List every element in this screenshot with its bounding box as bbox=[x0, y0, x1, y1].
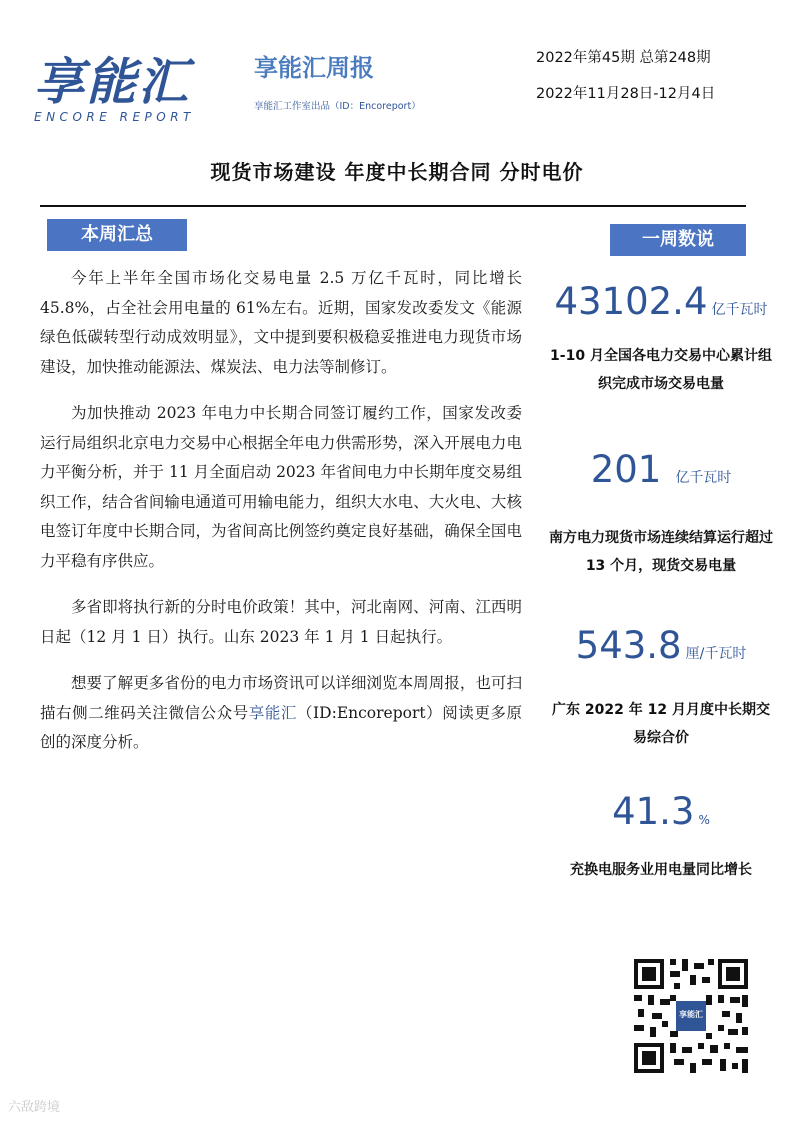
stat-value: 543.8 bbox=[575, 624, 682, 667]
stat-figure bbox=[548, 448, 774, 491]
stat-unit: 亿千瓦时 bbox=[675, 470, 732, 486]
stat-unit: 亿千瓦时 bbox=[711, 302, 768, 318]
stat-value: 201 bbox=[590, 448, 662, 491]
logo-wordmark: 享能汇 bbox=[34, 53, 190, 111]
qr-center-logo: 享能汇 bbox=[679, 1010, 703, 1019]
issue-date-range: 2022年11月28日-12月4日 bbox=[536, 86, 716, 102]
wechat-account-link[interactable]: 享能汇 bbox=[248, 703, 297, 722]
stat-unit: % bbox=[698, 813, 710, 827]
summary-body bbox=[40, 264, 522, 775]
stat-figure bbox=[548, 624, 774, 667]
page-headline: 现货市场建设 年度中长期合同 分时电价 bbox=[210, 160, 584, 184]
section-label-weekly-data: 一周数说 bbox=[610, 224, 746, 256]
summary-paragraph: 今年上半年全国市场化交易电量 2.5 万亿千瓦时，同比增长 45.8%，占全社会用电量的 61%左右。近期，国家发改委发文《能源绿色低碳转型行动成效明显》，文中提到要积极稳妥推进电力现货市场建设，加快推动能源法、煤炭法、电力法等制修订。 bbox=[40, 269, 522, 376]
report-publisher: 享能汇工作室出品（ID：Encoreport） bbox=[254, 101, 421, 112]
brand-logo bbox=[34, 53, 219, 128]
summary-paragraph: 多省即将执行新的分时电价政策！其中，河北南网、河南、江西明日起（12 月 1 日）执行。山东 2023 年 1 月 1 日起执行。 bbox=[40, 598, 522, 646]
stat-unit: 厘/千瓦时 bbox=[685, 646, 747, 662]
stat-description: 广东 2022 年 12 月月度中长期交易综合价 bbox=[552, 702, 770, 746]
stat-description: 充换电服务业用电量同比增长 bbox=[570, 862, 752, 878]
issue-number: 2022年第45期 总第248期 bbox=[536, 50, 711, 66]
section-label-summary: 本周汇总 bbox=[47, 219, 187, 251]
summary-paragraph-closing bbox=[40, 669, 522, 758]
stat-figure bbox=[548, 280, 774, 323]
stat-value: 41.3 bbox=[612, 790, 695, 833]
stat-description: 1-10 月全国各电力交易中心累计组织完成市场交易电量 bbox=[550, 348, 772, 392]
logo-tagline: ENCORE REPORT bbox=[34, 110, 195, 124]
stat-description: 南方电力现货市场连续结算运行超过 13 个月，现货交易电量 bbox=[549, 530, 773, 574]
summary-paragraph: 为加快推动 2023 年电力中长期合同签订履约工作，国家发改委运行局组织北京电力交易中心根据全年电力供需形势，深入开展电力电力平衡分析，并于 11 月全面启动 2023 年省间电力中长期年度交易组织工作，结合省间输电通道可用输电能力，组织大水电、大火电、大核电签订年度中长期合同，为省间高比例签约奠定良好基础，确保全国电力平稳有序供应。 bbox=[40, 404, 522, 570]
wechat-qr-code[interactable] bbox=[630, 955, 752, 1077]
report-title: 享能汇周报 bbox=[254, 54, 374, 82]
watermark: 六敌跨境 bbox=[8, 1100, 61, 1115]
header-divider bbox=[40, 205, 746, 207]
stat-value: 43102.4 bbox=[554, 280, 708, 323]
closing-text: 想要了解更多省份的电力市场资讯可以详细浏览本周周报，也可扫描右侧二维码关注微信公众号 bbox=[40, 674, 522, 722]
closing-text-tail: （ID:Encoreport）阅读更多原创的深度分析。 bbox=[40, 703, 522, 751]
stat-figure bbox=[548, 790, 774, 833]
